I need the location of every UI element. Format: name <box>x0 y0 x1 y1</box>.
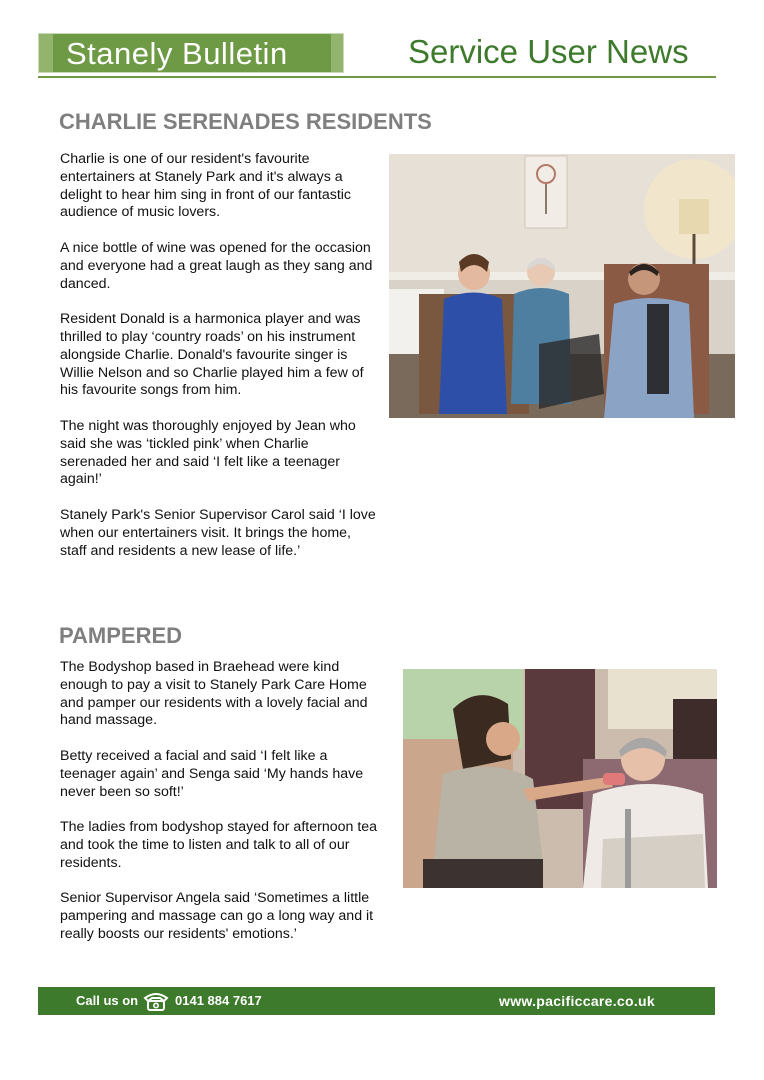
bulletin-title: Stanely Bulletin <box>66 36 288 71</box>
footer-website-link[interactable]: www.pacificcare.co.uk <box>499 993 655 1009</box>
paragraph: The ladies from bodyshop stayed for afternoon tea and took the time to listen and talk to all of our residents. <box>60 819 378 871</box>
paragraph: Betty received a facial and said ‘I felt like a teenager again’ and Senga said ‘My hands have never been so soft!’ <box>60 747 364 800</box>
paragraph: The night was thoroughly enjoyed by Jean who said she was ‘tickled pink’ when Charlie serenaded her and said ‘I felt like a teenager again!’ <box>60 417 356 488</box>
photo-pampering-session <box>403 669 717 888</box>
photo-charlie-performance <box>389 154 735 418</box>
footer-bar <box>38 987 715 1015</box>
paragraph: Resident Donald is a harmonica player and was thrilled to play ‘country roads’ on his instrument alongside Charlie. Donald's favourite singer is Willie Nelson and so Charlie played him a few of his favourite songs from him. <box>60 311 364 399</box>
paragraph: Charlie is one of our resident's favourite entertainers at Stanely Park and it's always a delight to hear him sing in front of our fantastic audience of music lovers. <box>60 151 352 221</box>
article-heading-charlie: CHARLIE SERENADES RESIDENTS <box>59 109 432 134</box>
article-body-pampered <box>60 659 378 962</box>
article-body-charlie <box>60 151 378 578</box>
header-divider <box>38 76 716 78</box>
footer-phone-number[interactable]: 0141 884 7617 <box>175 993 262 1008</box>
section-title: Service User News <box>408 33 689 70</box>
footer-call-label: Call us on <box>76 993 139 1008</box>
paragraph: A nice bottle of wine was opened for the occasion and everyone had a great laugh as they sang and danced. <box>60 239 373 292</box>
phone-icon <box>142 990 170 1017</box>
paragraph: Senior Supervisor Angela said ‘Sometimes a little pampering and massage can go a long way and it really boosts our residents' emotions.’ <box>60 890 374 942</box>
paragraph: The Bodyshop based in Braehead were kind enough to pay a visit to Stanely Park Care Home and pamper our residents with a lovely facial and hand massage. <box>60 659 368 729</box>
article-heading-pampered: PAMPERED <box>59 623 183 648</box>
paragraph: Stanely Park's Senior Supervisor Carol said ‘I love when our entertainers visit. It brings the home, staff and residents a new lease of life.’ <box>60 506 376 559</box>
